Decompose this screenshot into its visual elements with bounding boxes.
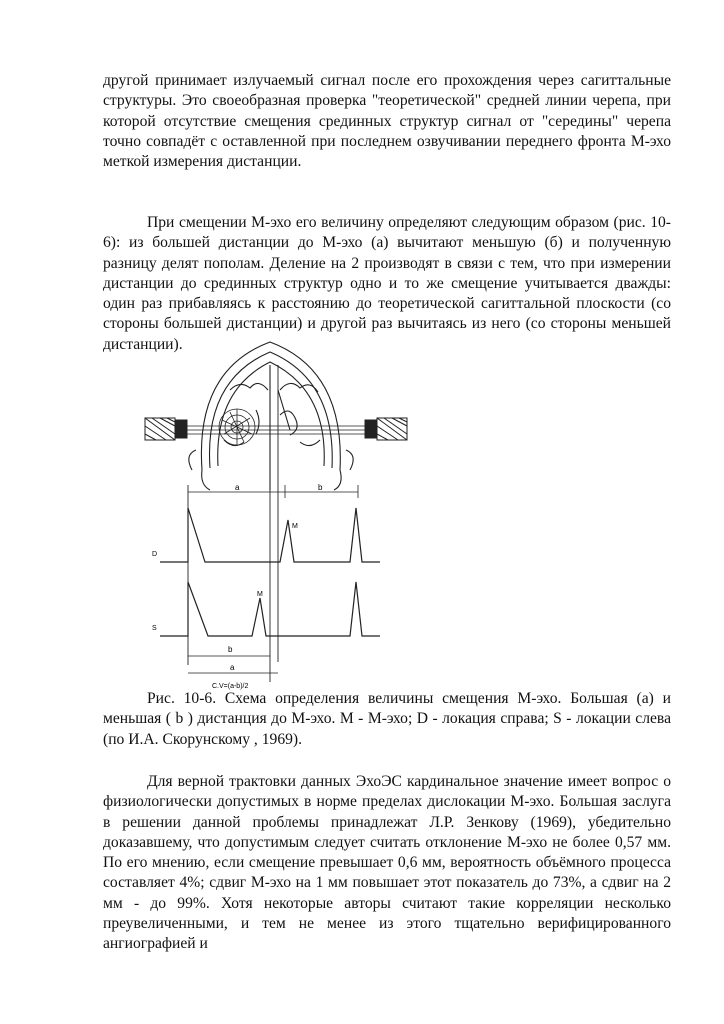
label-a-bottom: a [230, 663, 235, 672]
label-s: S [152, 625, 157, 632]
label-m-upper: M [292, 523, 298, 530]
right-transducer [365, 418, 407, 440]
label-b-top: b [318, 483, 323, 492]
label-m-lower: M [257, 591, 263, 598]
paragraph-3: Для верной трактовки данных ЭхоЭС кардинальное значение имеет вопрос о физиологически допустимых в норме пределах дислокации М-эхо. Большая заслуга в решении данной проблемы принадлежат Л.Р. Зенкову (1969), убедительно доказавшему, что допустимым следует считать отклонение М-эхо не более 0,57 мм. По его мнению, если смещение превышает 0,6 мм, вероятность объёмного процесса составляет 4%; сдвиг М-эхо на 1 мм повышает этот показатель до 73%, а сдвиг на 2 мм - до 99%. Хотя некоторые авторы считают такие корреляции несколько преувеличенными, и тем не менее из этого тщательно верифицированного ангиографией и [103, 773, 671, 953]
tumor-mass [219, 409, 255, 445]
skull-drawing [189, 342, 353, 490]
paragraph-1: другой принимает излучаемый сигнал после его прохождения через сагиттальные структуры. Это своеобразная проверка "теоретической" средней линии черепа, при которой отсутствие смещения срединных структур сигнал от "середины" черепа точно совпадёт с оставленной при последнем озвучивании переднего фронта М-эхо меткой измерения дистанции. [103, 72, 671, 171]
formula: C.V=(a-b)/2 [212, 683, 249, 690]
label-b-bottom: b [228, 645, 233, 654]
label-a-top: a [235, 483, 240, 492]
paragraph-2: При смещении М-эхо его величину определяют следующим образом (рис. 10-6): из большей дистанции до М-эхо (а) вычитают меньшую (б) и полученную разницу делят пополам. Деление на 2 производят в связи с тем, что при измерении дистанции до срединных структур одно и то же смещение учитывается дважды: один раз прибавляясь к расстоянию до теоретической сагиттальной плоскости (со стороны большей дистанции) и другой раз вычитаясь из него (со стороны меньшей дистанции). [103, 214, 671, 353]
distance-top [188, 485, 358, 498]
left-transducer [145, 418, 187, 440]
reference-lines [188, 365, 278, 682]
figure-10-6 [140, 330, 430, 690]
label-d: D [152, 551, 158, 558]
figure-caption: Рис. 10-6. Схема определения величины смещения М-эхо. Большая (а) и меньшая ( b ) дистанция до М-эхо. М - М-эхо; D - локация справа; S - локации слева (по И.А. Скорунскому , 1969). [103, 690, 671, 748]
